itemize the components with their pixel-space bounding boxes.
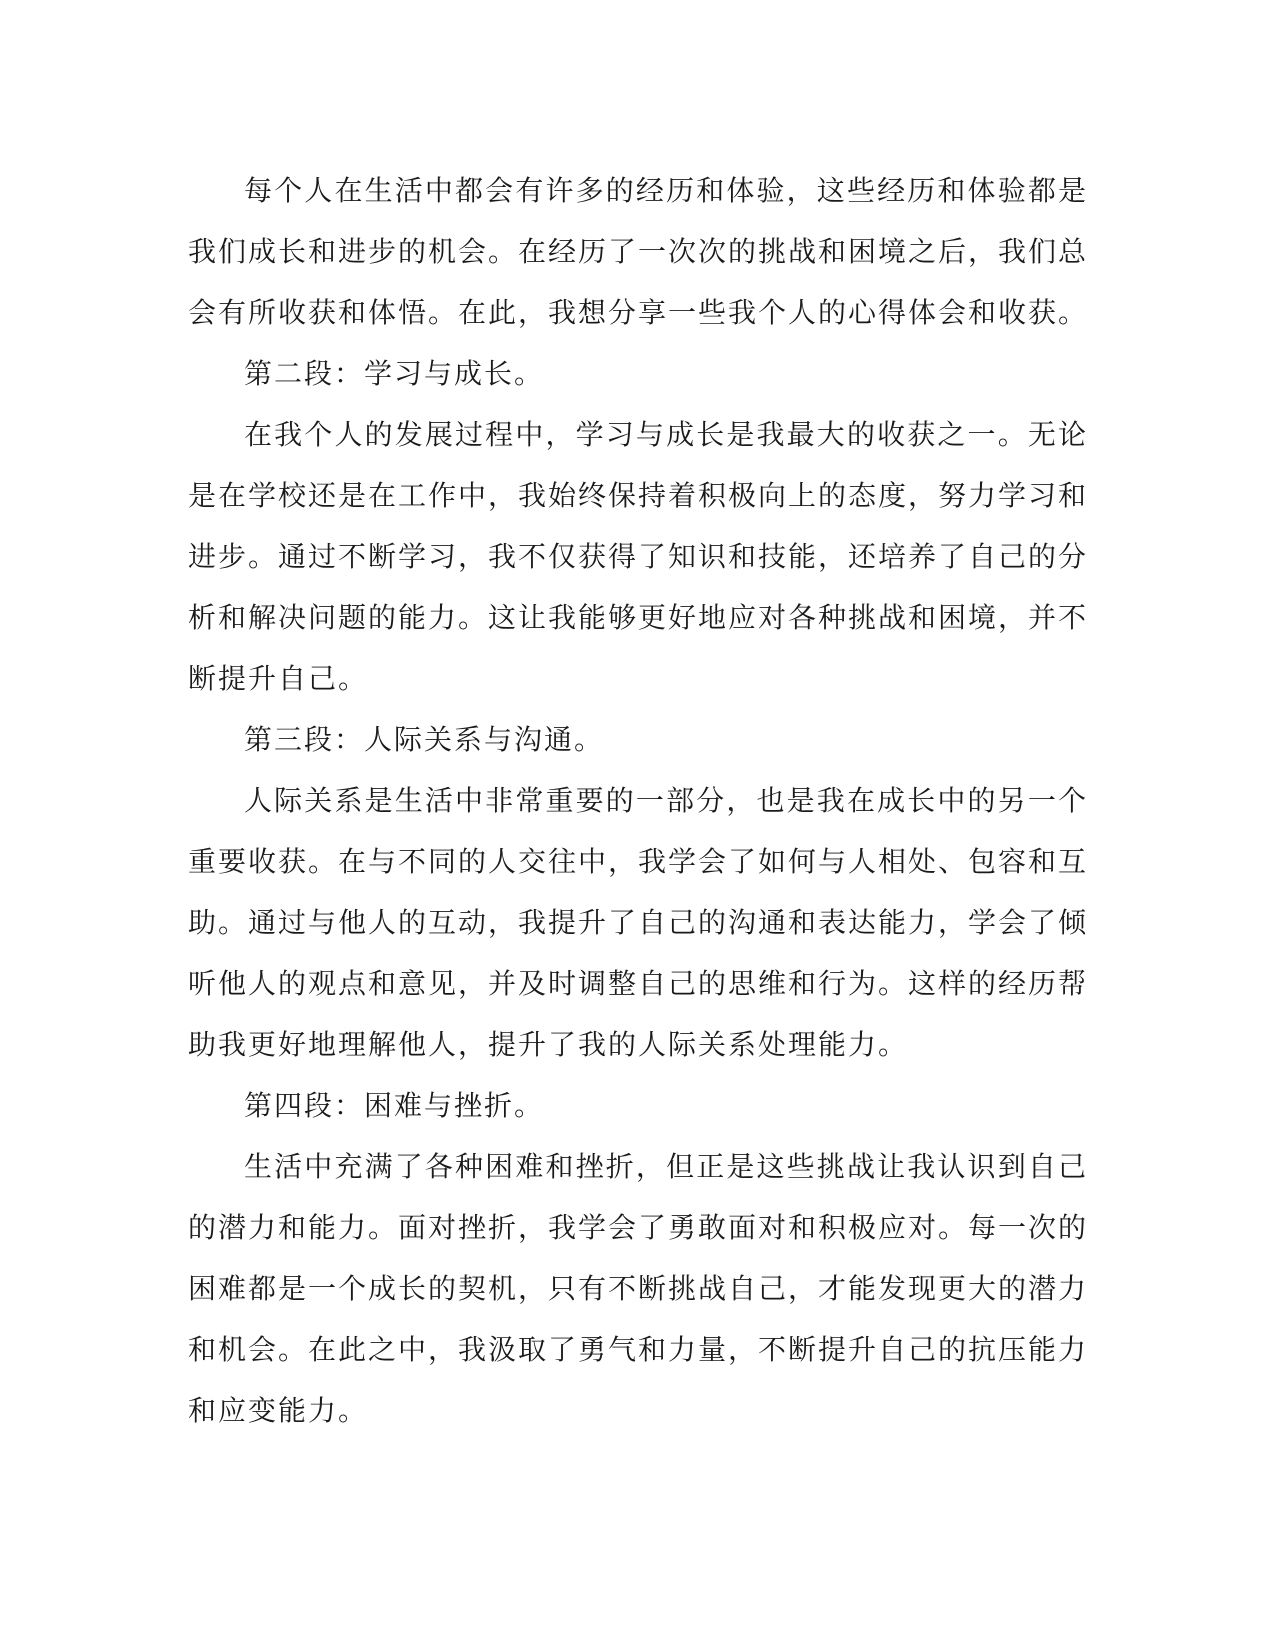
document-body: [188, 160, 1088, 1441]
difficulties-paragraph: 生活中充满了各种困难和挫折，但正是这些挑战让我认识到自己的潜力和能力。面对挫折，我学会了勇敢面对和积极应对。每一次的困难都是一个成长的契机，只有不断挑战自己，才能发现更大的潜力和机会。在此之中，我汲取了勇气和力量，不断提升自己的抗压能力和应变能力。: [188, 1150, 1089, 1427]
relationships-paragraph: 人际关系是生活中非常重要的一部分，也是我在成长中的另一个重要收获。在与不同的人交往中，我学会了如何与人相处、包容和互助。通过与他人的互动，我提升了自己的沟通和表达能力，学会了倾听他人的观点和意见，并及时调整自己的思维和行为。这样的经历帮助我更好地理解他人，提升了我的人际关系处理能力。: [188, 784, 1089, 1061]
intro-paragraph: 每个人在生活中都会有许多的经历和体验，这些经历和体验都是我们成长和进步的机会。在经历了一次次的挑战和困境之后，我们总会有所收获和体悟。在此，我想分享一些我个人的心得体会和收获。: [188, 174, 1089, 329]
section-heading-3: 第三段：人际关系与沟通。: [244, 723, 605, 756]
section-heading-4: 第四段：困难与挫折。: [244, 1089, 545, 1122]
section-heading-2: 第二段：学习与成长。: [244, 357, 545, 390]
learning-paragraph: 在我个人的发展过程中，学习与成长是我最大的收获之一。无论是在学校还是在工作中，我始终保持着积极向上的态度，努力学习和进步。通过不断学习，我不仅获得了知识和技能，还培养了自己的分析和解决问题的能力。这让我能够更好地应对各种挑战和困境，并不断提升自己。: [188, 418, 1089, 695]
